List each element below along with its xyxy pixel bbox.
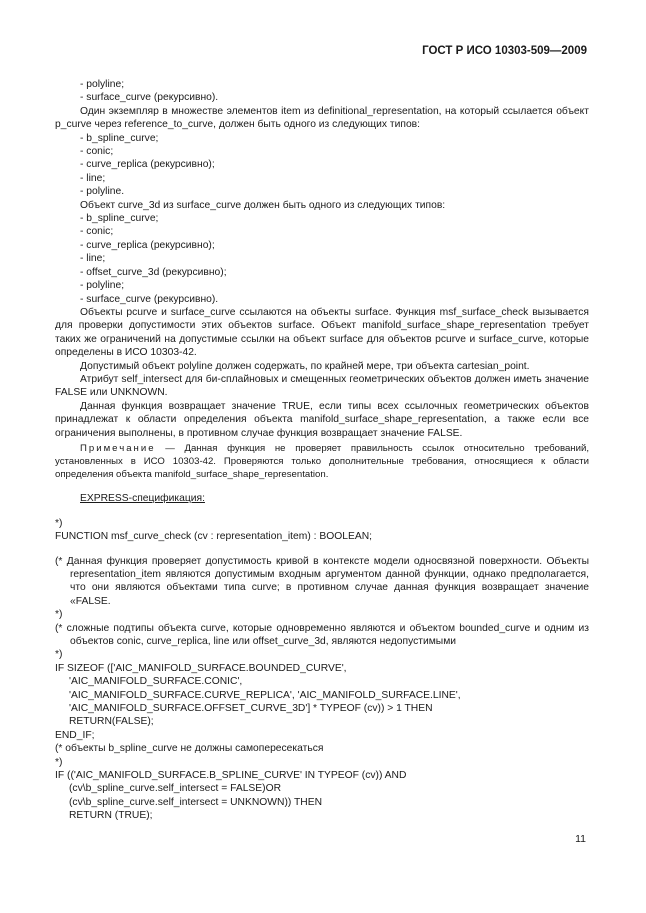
- list-item: - offset_curve_3d (рекурсивно);: [80, 266, 227, 278]
- list-item: - polyline;: [80, 79, 125, 90]
- note-text: — Данная функция не проверяет правильность ссылок относительно требований, установленных в ИСО 10303-42. Проверяются только дополнительные требования, относящиеся к области определения объекта manifold_surface_shape_representation.: [55, 442, 589, 480]
- list-item: - line;: [80, 253, 106, 265]
- code-line: RETURN (TRUE);: [69, 810, 153, 822]
- code-line: *): [55, 609, 63, 621]
- code-line: 'AIC_MANIFOLD_SURFACE.CURVE_REPLICA', 'AIC_MANIFOLD_SURFACE.LINE',: [69, 689, 461, 701]
- list-item: - b_spline_curve;: [80, 132, 159, 144]
- paragraph-polyline: Допустимый объект polyline должен содержать, по крайней мере, три объекта cartesian_point.: [80, 360, 530, 372]
- express-label: EXPRESS-спецификация:: [80, 493, 205, 505]
- list-item: - polyline;: [80, 280, 125, 292]
- paragraph-curve3d: Объект curve_3d из surface_curve должен быть одного из следующих типов:: [80, 199, 446, 211]
- list-item: - conic;: [80, 146, 114, 158]
- list-item: - curve_replica (рекурсивно);: [80, 159, 215, 171]
- paragraph-pcurve: Объекты pcurve и surface_curve ссылаются на объекты surface. Функция msf_surface_check вызывается для проверки допустимости этих объектов surface. Объект manifold_surface_shape_representation требует таких же ограничений на допустимые ссылки на объект surface для объектов pcurve и surface_curve, которые определены в ИСО 10303-42.: [55, 306, 589, 359]
- code-line: *): [55, 756, 63, 768]
- code-line: (* объекты b_spline_curve не должны самопересекаться: [55, 743, 324, 755]
- list-item: - line;: [80, 172, 106, 184]
- paragraph-definitional: Один экземпляр в множестве элементов item из definitional_representation, на который ссылается объект p_curve через reference_to_curve, должен быть одного из следующих типов:: [55, 105, 589, 131]
- list-item: - polyline.: [80, 186, 125, 198]
- code-line: (cv\b_spline_curve.self_intersect = FALSE)OR: [69, 783, 282, 795]
- note: [55, 443, 589, 481]
- paragraph-self-intersect: Атрибут self_intersect для би-сплайновых и смещенных геометрических объектов должен иметь значение FALSE или UNKNOWN.: [55, 373, 589, 399]
- code-line: END_IF;: [55, 729, 95, 741]
- page-content: [55, 78, 589, 823]
- note-label: Примечание: [80, 442, 156, 454]
- code-comment: (* сложные подтипы объекта curve, которые одновременно являются и объектом bounded_curve и одним из объектов conic, curve_replica, line или offset_curve_3d, являются недопустимыми: [55, 622, 589, 648]
- code-line: IF (('AIC_MANIFOLD_SURFACE.B_SPLINE_CURVE' IN TYPEOF (cv)) AND: [55, 770, 407, 782]
- code-line: 'AIC_MANIFOLD_SURFACE.OFFSET_CURVE_3D'] * TYPEOF (cv)) > 1 THEN: [69, 703, 433, 715]
- code-line: FUNCTION msf_curve_check (cv : representation_item) : BOOLEAN;: [55, 531, 373, 543]
- paragraph-true: Данная функция возвращает значение TRUE, если типы всех ссылочных геометрических объектов принадлежат к области определения объекта manifold_surface_shape_representation, а также если все ограничения выполнены, в противном случае функция возвращает значение FALSE.: [55, 400, 589, 439]
- code-line: 'AIC_MANIFOLD_SURFACE.CONIC',: [69, 676, 243, 688]
- code-line: RETURN(FALSE);: [69, 716, 154, 728]
- document-header: ГОСТ Р ИСО 10303-509—2009: [422, 45, 587, 57]
- list-item: - surface_curve (рекурсивно).: [80, 92, 219, 104]
- page-number: 11: [575, 833, 586, 845]
- list-item: - curve_replica (рекурсивно);: [80, 239, 215, 251]
- list-item: - surface_curve (рекурсивно).: [80, 293, 219, 305]
- code-line: (cv\b_spline_curve.self_intersect = UNKNOWN)) THEN: [69, 796, 323, 808]
- code-line: *): [55, 649, 63, 661]
- code-line: *): [55, 517, 63, 529]
- code-line: IF SIZEOF (['AIC_MANIFOLD_SURFACE.BOUNDED_CURVE',: [55, 662, 347, 674]
- list-item: - conic;: [80, 226, 114, 238]
- code-comment: (* Данная функция проверяет допустимость кривой в контексте модели односвязной поверхности. Объекты representation_item являются допустимым входным аргументом данной функции, однако предполагается, что они являются объектами типа curve; в противном случае данная функция возвращает значение «FALSE.: [55, 555, 589, 607]
- list-item: - b_spline_curve;: [80, 213, 159, 225]
